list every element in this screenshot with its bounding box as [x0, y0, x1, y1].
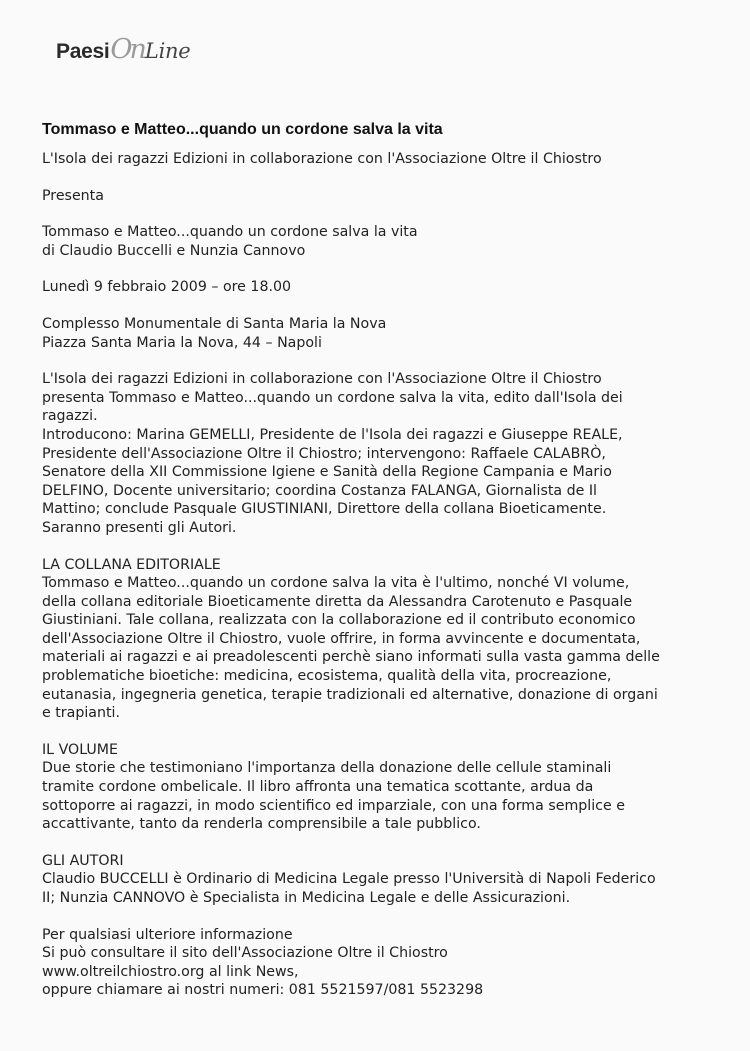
logo-text-on: On [110, 34, 144, 65]
collana-line: dell'Associazione Oltre il Chiostro, vuole offrire, in forma avvincente e documentata, [42, 630, 641, 647]
collana-line: eutanasia, ingegneria genetica, terapie tradizionali ed alternative, donazione di organi [42, 686, 658, 703]
presentation-line: Presidente dell'Associazione Oltre il Chiostro; intervengono: Raffaele CALABRÒ, [42, 445, 606, 462]
presentation-line: ragazzi. [42, 408, 98, 425]
presentation-paragraph [42, 370, 732, 537]
info-line: Si può consultare il sito dell'Associazione Oltre il Chiostro [42, 945, 448, 962]
book-authors: di Claudio Buccelli e Nunzia Cannovo [42, 242, 306, 259]
collana-line: della collana editoriale Bioeticamente diretta da Alessandra Carotenuto e Pasquale [42, 593, 633, 610]
presentation-line: Mattino; conclude Pasquale GIUSTINIANI, Direttore della collana Bioeticamente. [42, 501, 607, 518]
presentation-line: L'Isola dei ragazzi Edizioni in collaborazione con l'Associazione Oltre il Chiostro [42, 371, 602, 388]
presentation-line: DELFINO, Docente universitario; coordina Costanza FALANGA, Giornalista de Il [42, 482, 597, 499]
volume-heading: IL VOLUME [42, 741, 119, 758]
volume-line: tramite cordone ombelicale. Il libro affronta una tematica scottante, ardua da [42, 779, 594, 796]
presentation-line: Senatore della XII Commissione Igiene e Sanità della Regione Campania e Mario [42, 464, 612, 481]
paesionline-logo [56, 34, 190, 65]
venue-name: Complesso Monumentale di Santa Maria la Nova [42, 315, 387, 332]
presentation-line: presenta Tommaso e Matteo...quando un cordone salva la vita, edito dall'Isola dei [42, 389, 623, 406]
volume-line: Due storie che testimoniano l'importanza della donazione delle cellule staminali [42, 760, 612, 777]
presentation-line: Introducono: Marina GEMELLI, Presidente de l'Isola dei ragazzi e Giuseppe REALE, [42, 426, 623, 443]
info-link-line: www.oltreilchiostro.org al link News, [42, 963, 299, 980]
logo-text-paesi: Paesi [56, 40, 110, 63]
venue-address: Piazza Santa Maria la Nova, 44 – Napoli [42, 334, 322, 351]
logo-text-line: Line [144, 39, 191, 63]
volume-line: sottoporre ai ragazzi, in modo scientifico ed imparziale, con una forma semplice e [42, 797, 625, 814]
document-body [42, 120, 732, 1000]
presentation-line: Saranno presenti gli Autori. [42, 519, 237, 536]
collana-line: Giustiniani. Tale collana, realizzata con la collaborazione ed il contributo economico [42, 612, 636, 629]
document-title: Tommaso e Matteo...quando un cordone salva la vita [42, 121, 443, 138]
intro-line: L'Isola dei ragazzi Edizioni in collaborazione con l'Associazione Oltre il Chiostro [42, 151, 602, 167]
collana-line: materiali ai ragazzi e ai preadolescenti perchè siano informati sulla vasta gamma delle [42, 649, 660, 666]
autori-line: II; Nunzia CANNOVO è Specialista in Medicina Legale e delle Assicurazioni. [42, 890, 571, 906]
collana-section [42, 556, 732, 723]
info-line: Per qualsiasi ulteriore informazione [42, 926, 293, 943]
event-date: Lunedì 9 febbraio 2009 – ore 18.00 [42, 279, 292, 296]
autori-heading: GLI AUTORI [42, 852, 124, 869]
collana-line: e trapianti. [42, 705, 120, 722]
collana-line: Tommaso e Matteo...quando un cordone salva la vita è l'ultimo, nonché VI volume, [42, 575, 630, 592]
autori-line: Claudio BUCCELLI è Ordinario di Medicina Legale presso l'Università di Napoli Federico [42, 871, 656, 888]
collana-heading: LA COLLANA EDITORIALE [42, 556, 221, 573]
volume-section [42, 741, 732, 834]
info-phone-line: oppure chiamare ai nostri numeri: 081 5521597/081 5523298 [42, 982, 484, 999]
book-title: Tommaso e Matteo...quando un cordone salva la vita [42, 224, 418, 241]
info-section [42, 926, 732, 1000]
volume-line: accattivante, tanto da renderla comprensibile a tale pubblico. [42, 816, 481, 833]
collana-line: problematiche bioetiche: medicina, ecosistema, qualità della vita, procreazione, [42, 668, 612, 685]
presenta-text: Presenta [42, 187, 104, 204]
autori-section [42, 852, 732, 908]
